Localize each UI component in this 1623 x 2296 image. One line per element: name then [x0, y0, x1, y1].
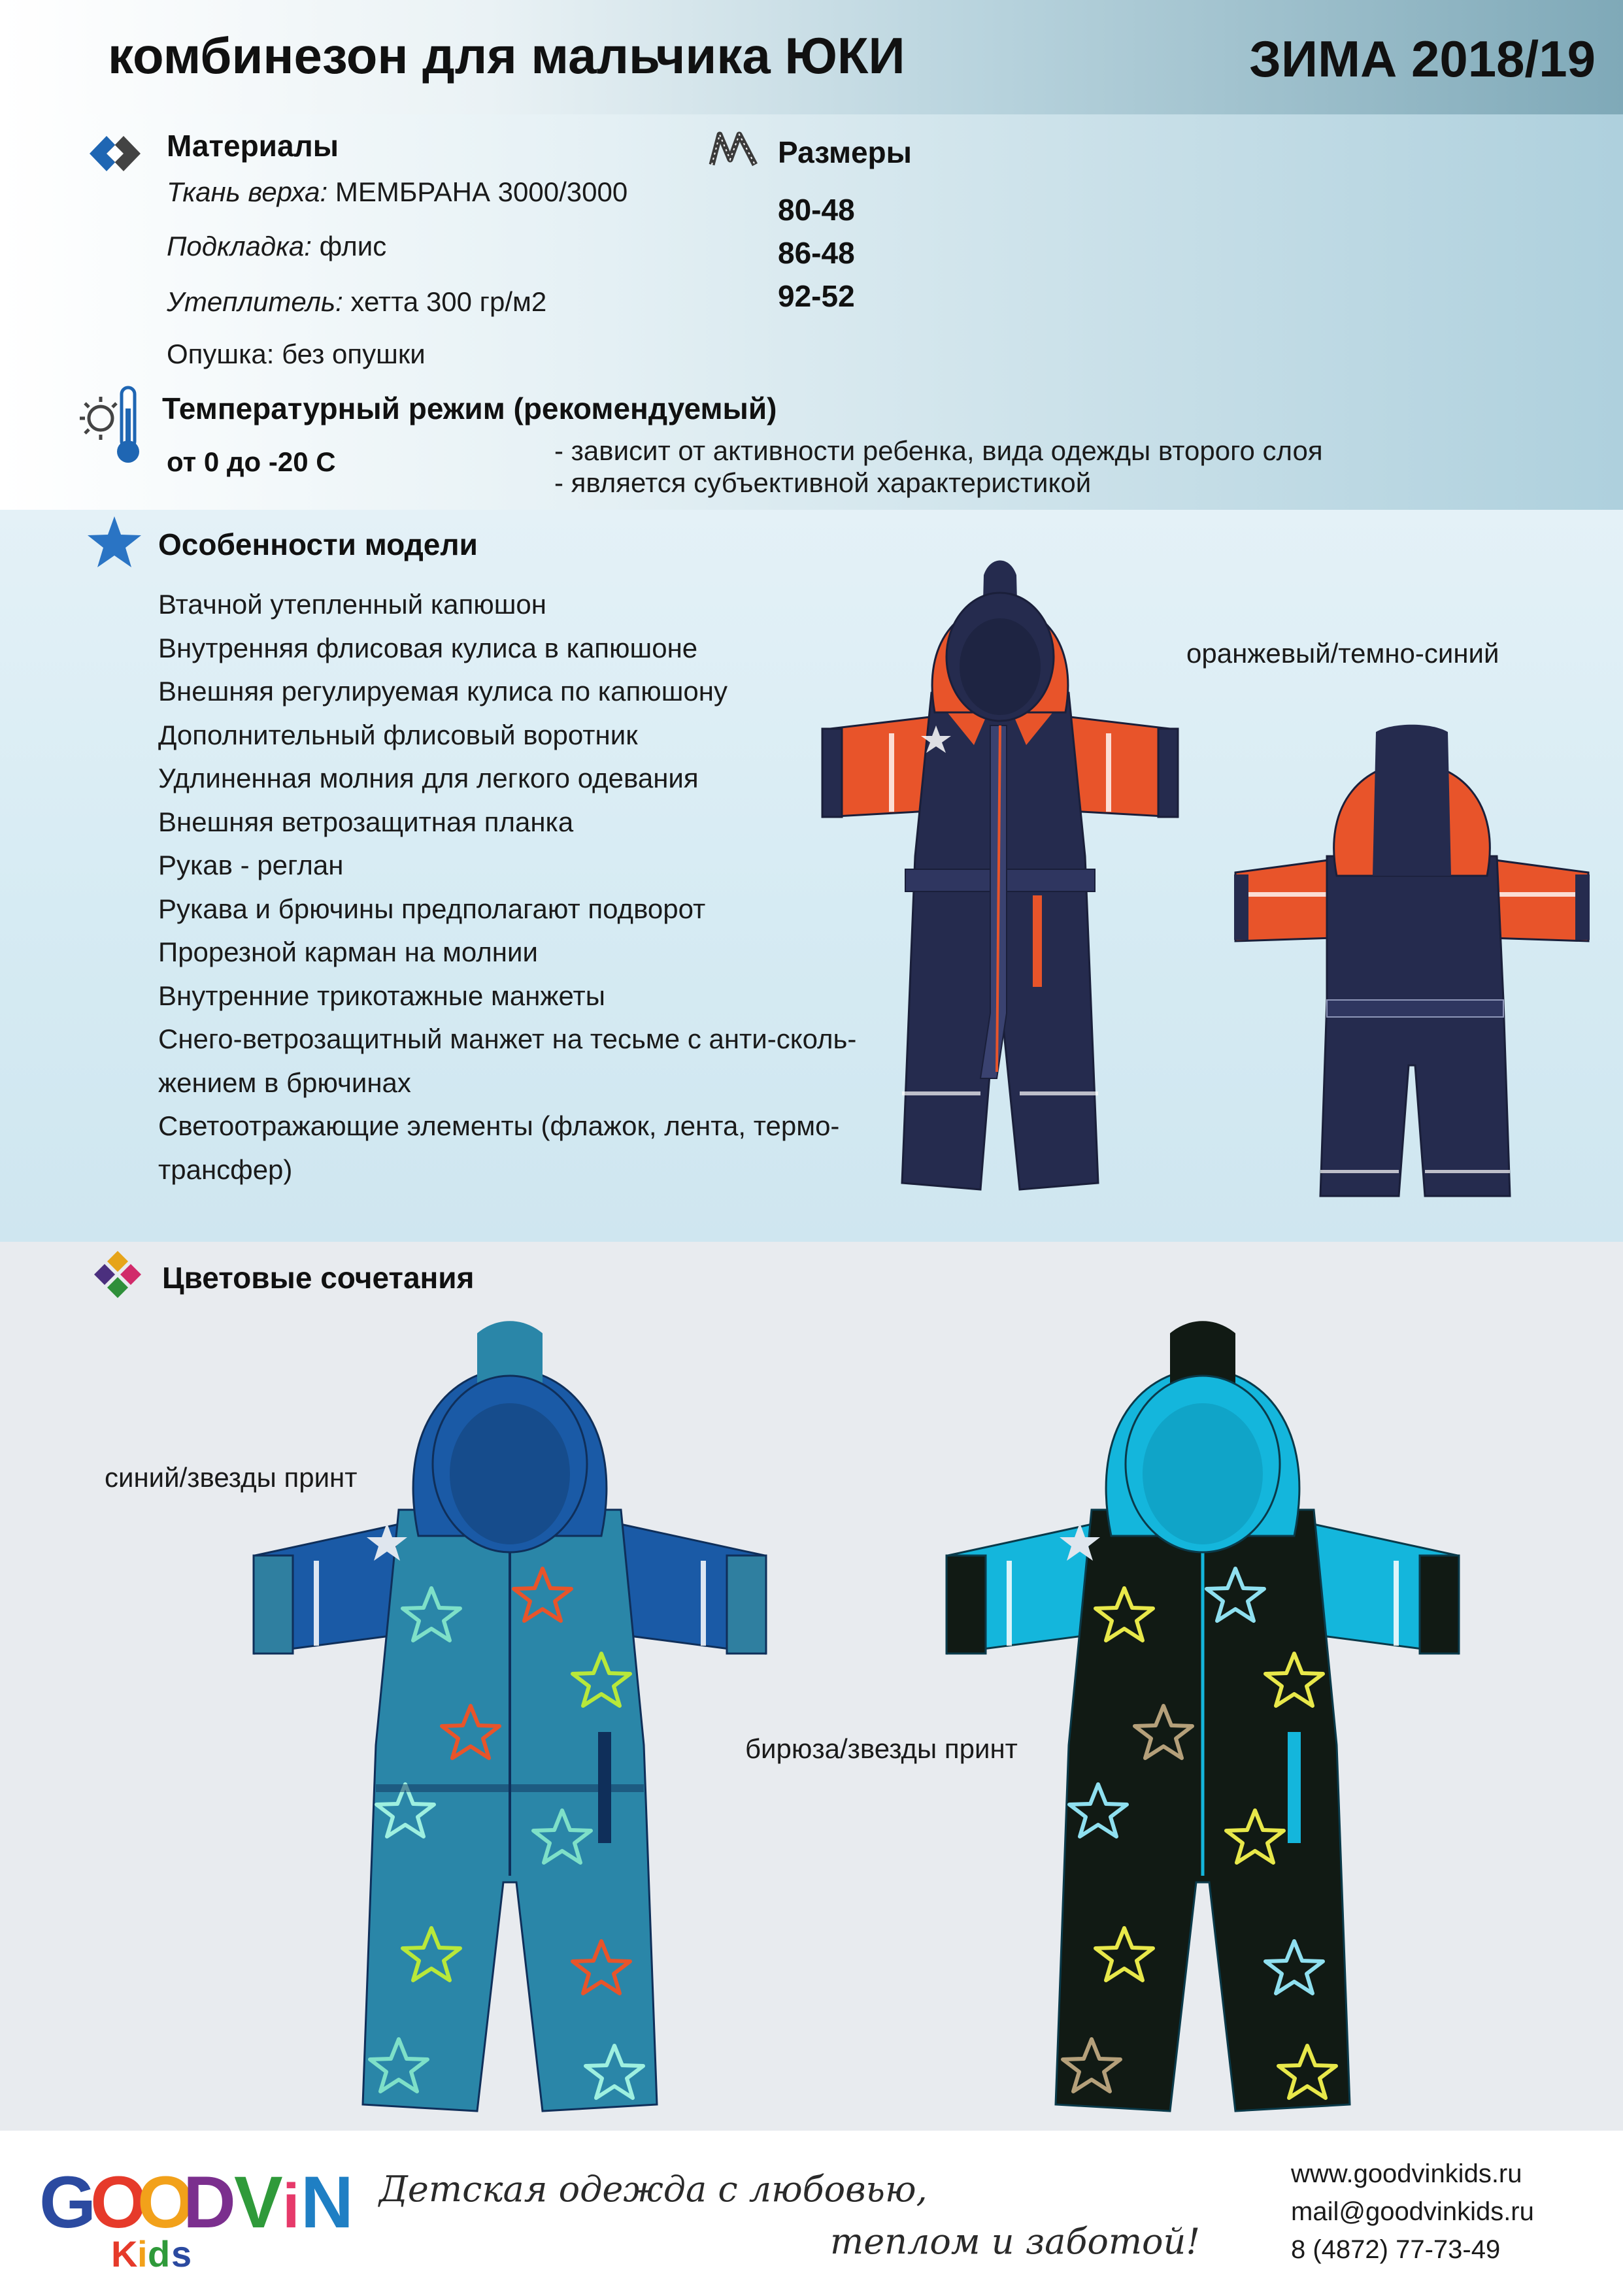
- feature-item: Дополнительный флисовый воротник: [158, 719, 638, 750]
- material-value: МЕМБРАНА 3000/3000: [327, 176, 628, 207]
- size-item: 92-52: [778, 279, 855, 313]
- material-row-shell: [167, 176, 627, 208]
- temperature-note: - зависит от активности ребенка, вида одежды второго слоя: [554, 435, 1323, 466]
- phone-number: 8 (4872) 77-73-49: [1291, 2235, 1501, 2264]
- feature-item: Втачной утепленный капюшон: [158, 589, 546, 620]
- website-link[interactable]: www.goodvinkids.ru: [1291, 2159, 1522, 2188]
- trim-text: Опушка: без опушки: [167, 339, 426, 369]
- feature-item: Удлиненная молния для легкого одевания: [158, 763, 699, 793]
- feature-item: Внутренние трикотажные манжеты: [158, 980, 605, 1011]
- svg-text:N: N: [301, 2161, 354, 2243]
- slogan-line-2: теплом и заботой!: [830, 2221, 1201, 2262]
- svg-text:V: V: [234, 2161, 283, 2243]
- feature-item: Рукав - реглан: [158, 850, 344, 880]
- temperature-range: от 0 до -20 С: [167, 446, 336, 477]
- feature-item: Внутренняя флисовая кулиса в капюшоне: [158, 632, 698, 663]
- feature-item: Внешняя ветрозащитная планка: [158, 806, 574, 837]
- features-heading: Особенности модели: [158, 527, 478, 561]
- svg-text:d: d: [148, 2233, 171, 2274]
- feature-item: жением в брючинах: [158, 1067, 411, 1098]
- measuring-tape-icon: [708, 131, 760, 170]
- material-row-insulation: [167, 286, 546, 318]
- season-label: ЗИМА 2018/19: [1249, 30, 1596, 88]
- email-link[interactable]: mail@goodvinkids.ru: [1291, 2197, 1534, 2226]
- snowsuit-turquoise-stars: [928, 1314, 1477, 2124]
- variant-caption-blue: синий/звезды принт: [105, 1462, 358, 1493]
- material-label: Ткань верха:: [167, 176, 328, 207]
- feature-item: Внешняя регулируемая кулиса по капюшону: [158, 676, 728, 707]
- svg-text:s: s: [171, 2233, 192, 2274]
- svg-text:i: i: [137, 2233, 148, 2274]
- star-icon: [86, 515, 142, 569]
- materials-heading: Материалы: [167, 129, 339, 163]
- size-item: 86-48: [778, 236, 855, 270]
- svg-text:i: i: [282, 2171, 300, 2241]
- variant-caption-turquoise: бирюза/звезды принт: [745, 1733, 1018, 1764]
- main-color-caption: оранжевый/темно-синий: [1186, 638, 1499, 669]
- material-value: флис: [311, 231, 387, 261]
- slogan-line-1: Детская одежда с любовью,: [379, 2169, 928, 2210]
- material-label: Утеплитель:: [167, 286, 343, 317]
- color-diamonds-icon: [85, 1248, 150, 1307]
- diamonds-icon: [75, 131, 154, 176]
- feature-item: Рукава и брючины предполагают подворот: [158, 893, 706, 924]
- sizes-heading: Размеры: [778, 135, 912, 169]
- svg-text:O: O: [90, 2161, 148, 2243]
- page-title: комбинезон для мальчика ЮКИ: [108, 27, 905, 84]
- material-row-lining: [167, 231, 386, 262]
- size-item: 80-48: [778, 193, 855, 227]
- svg-text:G: G: [39, 2161, 97, 2243]
- feature-item: Снего-ветрозащитный манжет на тесьме с анти-сколь-: [158, 1023, 857, 1054]
- feature-item: Прорезной карман на молнии: [158, 937, 538, 967]
- svg-text:D: D: [183, 2161, 236, 2243]
- temperature-note: - является субъективной характеристикой: [554, 467, 1092, 498]
- snowsuit-front-orange-navy: [811, 529, 1190, 1203]
- feature-item: Светоотражающие элементы (флажок, лента, термо-: [158, 1110, 840, 1141]
- material-value: хетта 300 гр/м2: [343, 286, 547, 317]
- svg-text:K: K: [111, 2233, 138, 2274]
- snowsuit-blue-stars: [235, 1314, 784, 2124]
- temperature-heading: Температурный режим (рекомендуемый): [162, 391, 777, 425]
- features-list: [158, 583, 856, 1191]
- colors-heading: Цветовые сочетания: [162, 1261, 475, 1295]
- svg-text:O: O: [137, 2161, 195, 2243]
- snowsuit-back-orange-navy: [1229, 725, 1595, 1203]
- feature-item: трансфер): [158, 1154, 293, 1185]
- sun-thermometer-icon: [77, 382, 142, 467]
- material-label: Подкладка:: [167, 231, 312, 261]
- goodvin-kids-logo: [39, 2155, 354, 2274]
